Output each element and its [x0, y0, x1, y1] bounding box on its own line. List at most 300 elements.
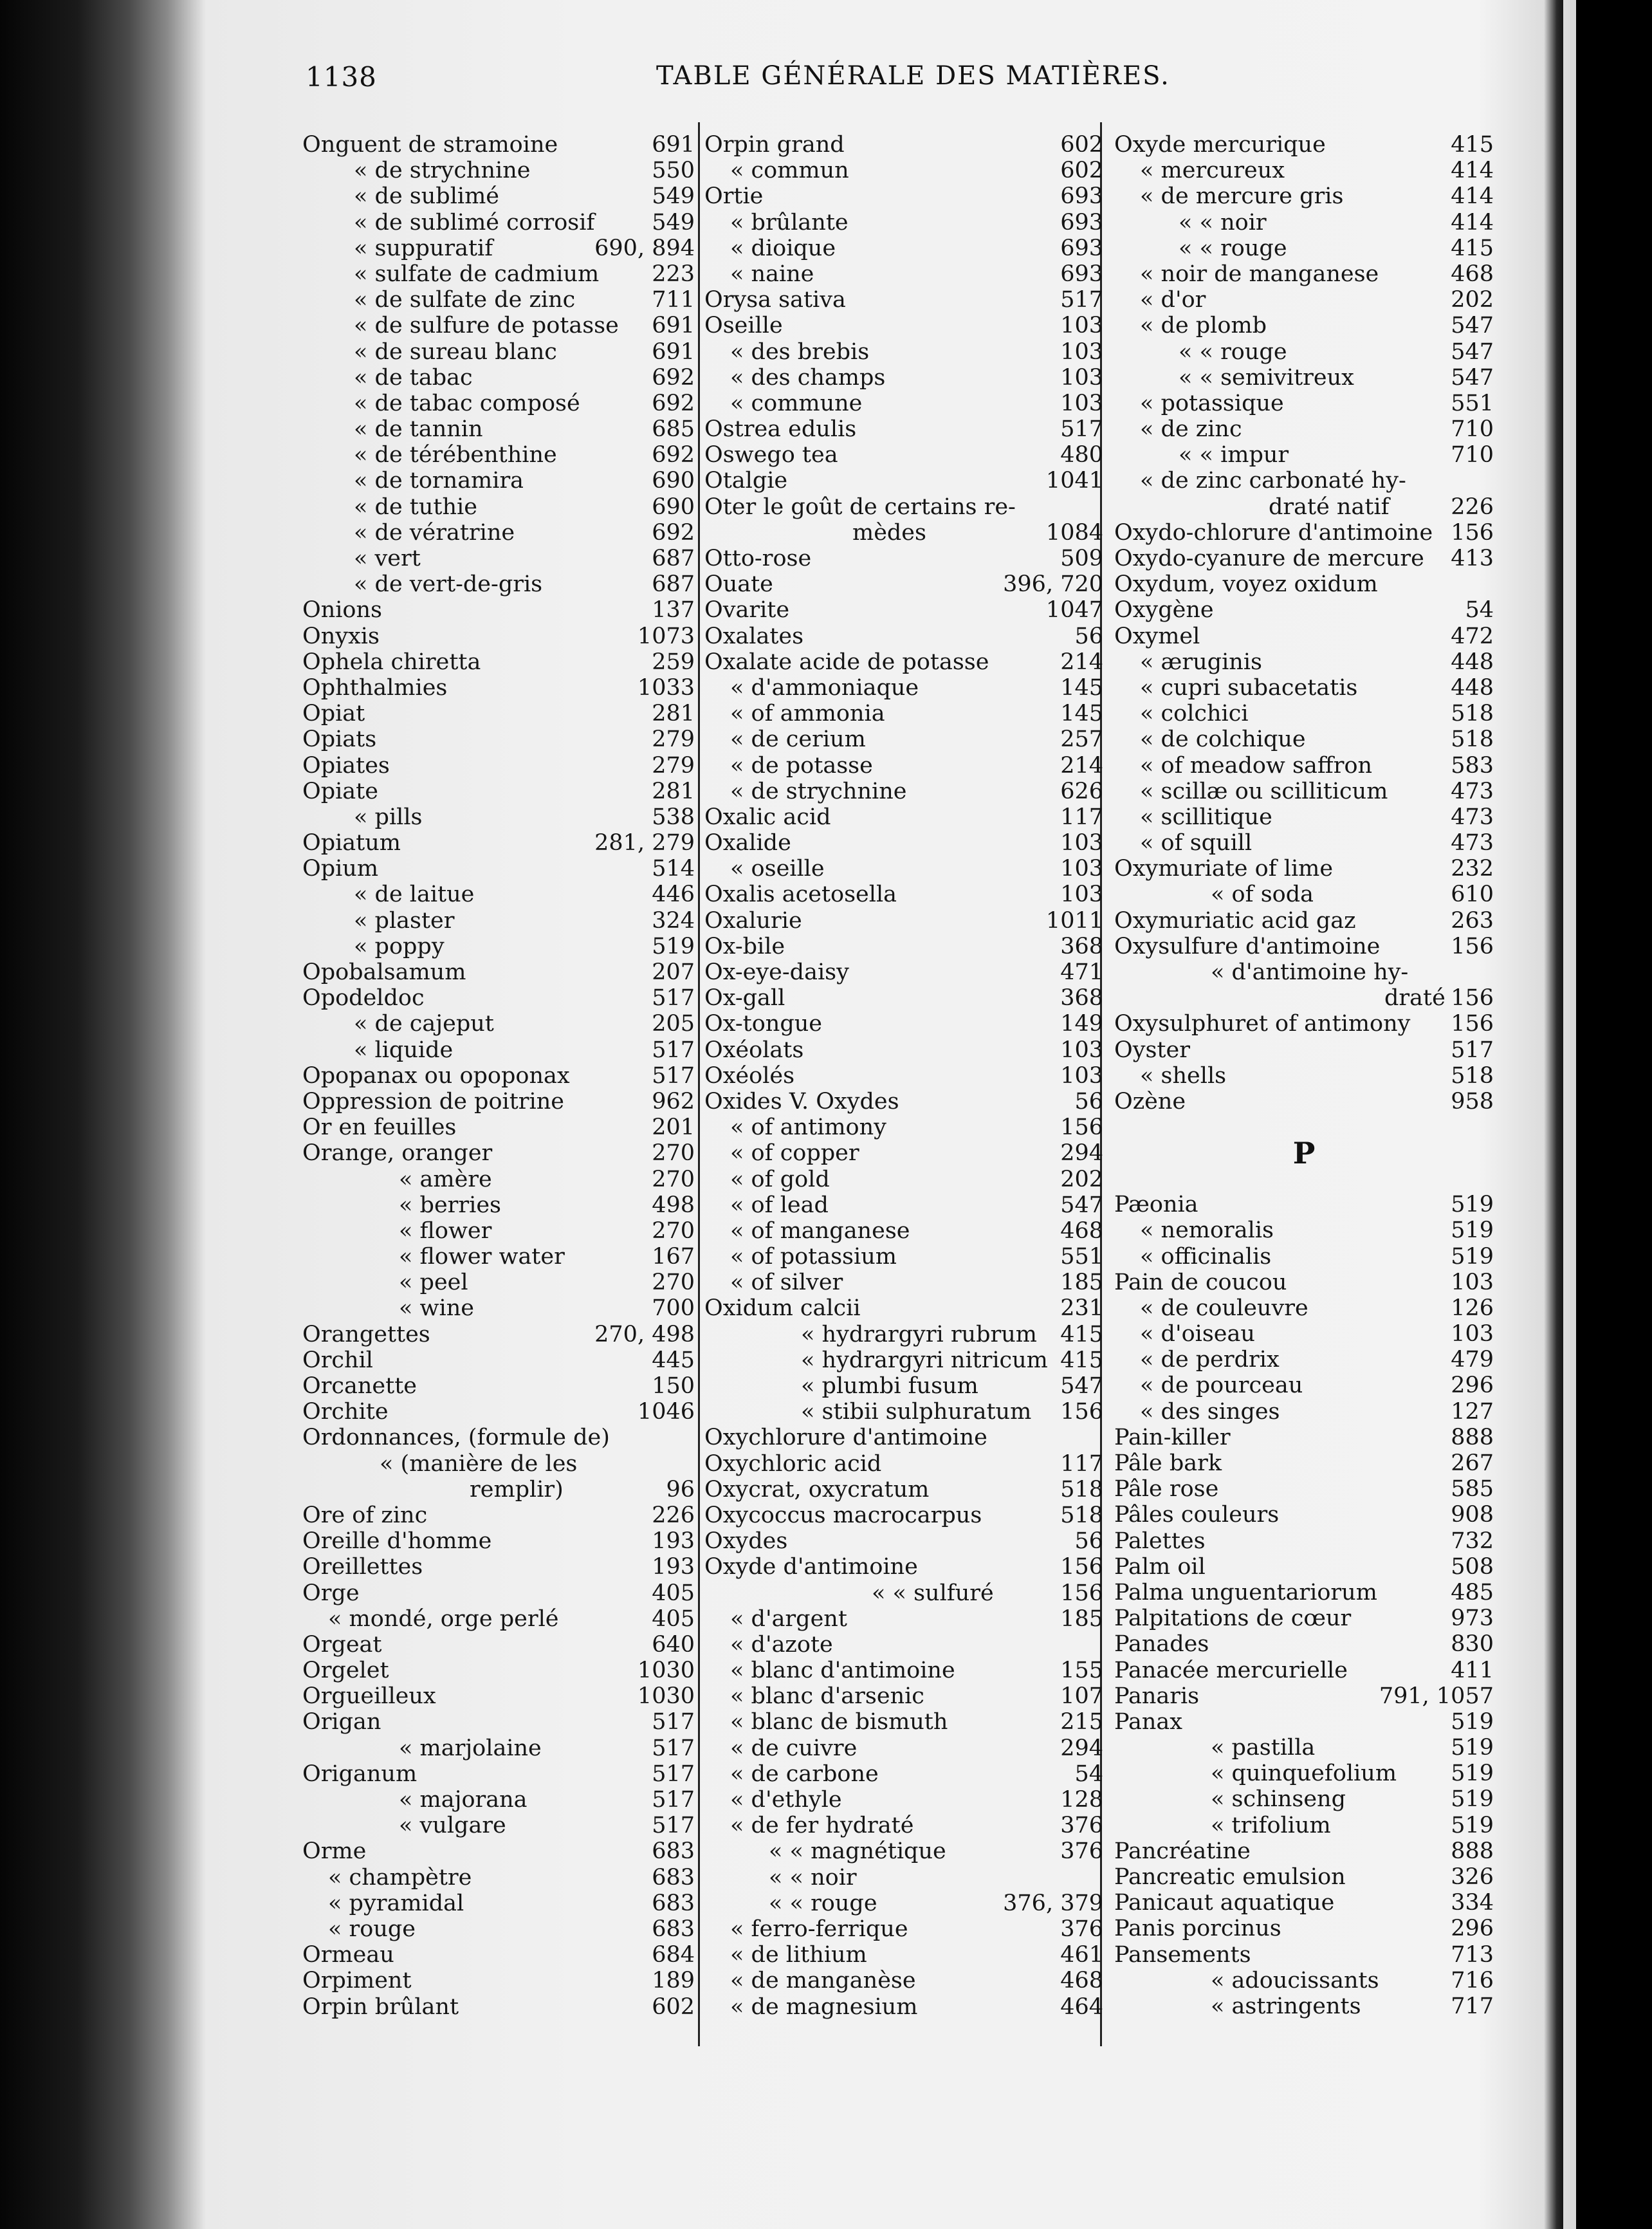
page-reference: 405: [652, 1605, 695, 1632]
page-reference: 690: [652, 494, 695, 520]
index-entry: [1114, 1968, 1494, 1993]
index-entry: [1114, 1761, 1494, 1786]
index-term: « of squill: [1140, 830, 1253, 856]
page-reference: 716: [1451, 1967, 1494, 1993]
page-reference: 156: [1451, 933, 1494, 959]
index-entry: [1114, 985, 1494, 1011]
page-reference: 518: [1451, 701, 1494, 727]
index-term: Oxychlorure d'antimoine: [704, 1425, 987, 1451]
index-entry: [1114, 753, 1494, 779]
index-entry: [302, 571, 695, 597]
index-entry: [302, 1968, 695, 1993]
index-entry: [704, 1503, 1103, 1528]
index-entry: [302, 1114, 695, 1140]
page-reference: 155: [1060, 1658, 1103, 1684]
index-term: Otalgie: [704, 468, 788, 494]
index-entry: [302, 779, 695, 804]
index-entry: [704, 675, 1103, 701]
index-term: « (manière de les: [380, 1450, 578, 1477]
index-entry: [1114, 1217, 1494, 1243]
index-term: « des singes: [1140, 1398, 1280, 1425]
index-term: « marjolaine: [399, 1735, 542, 1761]
index-entry: [1114, 1709, 1494, 1735]
index-entry: [704, 1916, 1103, 1942]
index-term: Opopanax ou opoponax: [302, 1062, 570, 1089]
index-term: Pain-killer: [1114, 1424, 1231, 1450]
index-entry: [704, 1089, 1103, 1114]
index-term: « mondé, orge perlé: [328, 1605, 559, 1632]
page-reference: 257: [1060, 726, 1103, 753]
page-reference: 549: [652, 183, 695, 210]
index-entry: [704, 804, 1103, 830]
index-term: Opiat: [302, 701, 365, 727]
index-entry: [1114, 1063, 1494, 1089]
page-reference: 156: [1060, 1554, 1103, 1580]
index-term: « liquide: [354, 1037, 454, 1063]
index-entry: [704, 1114, 1103, 1140]
page-reference: 830: [1451, 1631, 1494, 1658]
index-term: « de vératrine: [354, 519, 515, 546]
index-entry: [1114, 158, 1494, 183]
page-reference: 413: [1451, 546, 1494, 571]
index-entry: [302, 442, 695, 468]
page-reference: 585: [1451, 1476, 1494, 1503]
page-reference: 717: [1451, 1993, 1494, 2019]
index-entry: [704, 1968, 1103, 1993]
page-reference: 324: [652, 907, 695, 934]
index-entry: [1114, 726, 1494, 752]
index-entry: [302, 624, 695, 649]
page-reference: 156: [1060, 1580, 1103, 1606]
page-reference: 294: [1060, 1735, 1103, 1761]
index-term: Ophela chiretta: [302, 649, 481, 675]
page-reference: 156: [1451, 519, 1494, 546]
index-entry: [1114, 1347, 1494, 1373]
page-reference: 517: [652, 1761, 695, 1787]
index-entry: [1114, 210, 1494, 236]
index-term: Pain de coucou: [1114, 1269, 1287, 1295]
page-reference: 547: [1060, 1192, 1103, 1218]
page-reference: 54: [1465, 597, 1494, 624]
index-term: « de mercure gris: [1140, 183, 1344, 210]
index-term: Oxydes: [704, 1528, 788, 1555]
index-term: Oxymuriatic acid gaz: [1114, 907, 1356, 934]
page-reference: 602: [1060, 132, 1103, 158]
index-entry: [1114, 365, 1494, 391]
page-reference: 267: [1451, 1450, 1494, 1476]
index-entry: [704, 701, 1103, 726]
index-term: Oxydo-cyanure de mercure: [1114, 546, 1424, 571]
page-reference: 1011: [1045, 907, 1103, 934]
index-column-2: [704, 132, 1103, 2075]
index-term: Ore of zinc: [302, 1502, 428, 1528]
page-reference: 232: [1451, 856, 1494, 882]
index-entry: [1114, 494, 1494, 520]
index-entry: [704, 210, 1103, 236]
page-reference: 518: [1060, 1502, 1103, 1528]
index-term: draté natif: [1269, 494, 1390, 520]
index-term: « colchici: [1140, 701, 1249, 727]
index-term: Orangettes: [302, 1321, 430, 1347]
index-entry: [704, 442, 1103, 468]
index-term: « de tuthie: [354, 494, 477, 520]
index-entry: [704, 339, 1103, 365]
index-term: « potassique: [1140, 390, 1284, 416]
page-reference: 461: [1060, 1942, 1103, 1968]
index-term: Ovarite: [704, 597, 790, 624]
page-reference: 683: [652, 1838, 695, 1865]
page-reference: 103: [1060, 882, 1103, 908]
page-reference: 279: [652, 726, 695, 753]
page-reference: 693: [1060, 235, 1103, 261]
index-term: Or en feuilles: [302, 1114, 457, 1141]
page-reference: 103: [1060, 390, 1103, 416]
index-term: « blanc d'antimoine: [730, 1658, 955, 1684]
index-entry: [704, 1011, 1103, 1037]
index-entry: [704, 934, 1103, 959]
index-entry: [1114, 1993, 1494, 2019]
index-entry: [302, 391, 695, 416]
index-entry: [1114, 856, 1494, 882]
index-term: Oxalic acid: [704, 804, 831, 830]
page-reference: 514: [652, 856, 695, 882]
index-entry: [302, 1140, 695, 1166]
page-reference: 103: [1451, 1321, 1494, 1347]
index-entry: [1114, 442, 1494, 468]
page-reference: 270: [652, 1140, 695, 1167]
page-reference: 519: [1451, 1761, 1494, 1787]
index-term: « cupri subacetatis: [1140, 674, 1358, 701]
page-reference: 691: [652, 338, 695, 365]
index-term: Orgelet: [302, 1658, 389, 1684]
index-term: Oxysulphuret of antimony: [1114, 1011, 1411, 1037]
page-reference: 1030: [637, 1683, 695, 1710]
index-entry: [704, 520, 1103, 546]
index-entry: [302, 1477, 695, 1503]
page-reference: 549: [652, 209, 695, 236]
page-reference: 107: [1060, 1683, 1103, 1710]
index-entry: [704, 313, 1103, 338]
page-reference: 464: [1060, 1993, 1103, 2020]
index-term: « of meadow saffron: [1140, 752, 1373, 779]
page-reference: 519: [1451, 1243, 1494, 1270]
index-entry: [704, 132, 1103, 158]
page-reference: 415: [1451, 132, 1494, 158]
index-entry: [302, 183, 695, 209]
index-entry: [1114, 546, 1494, 571]
index-entry: [704, 1218, 1103, 1244]
index-term: Orpiment: [302, 1968, 412, 1994]
page-reference: 263: [1451, 907, 1494, 934]
page-reference: 411: [1451, 1657, 1494, 1683]
page-reference: 96: [666, 1476, 695, 1503]
index-term: « « magnétique: [769, 1838, 946, 1865]
page-reference: 226: [652, 1502, 695, 1528]
page-reference: 137: [652, 597, 695, 624]
index-entry: [1114, 830, 1494, 856]
index-entry: [704, 1270, 1103, 1295]
index-term: « suppuratif: [354, 235, 493, 261]
index-term: « d'oiseau: [1140, 1321, 1255, 1347]
index-entry: [1114, 1244, 1494, 1270]
index-term: « hydrargyri rubrum: [801, 1321, 1037, 1347]
section-letter: P: [1292, 1136, 1316, 1171]
index-term: « poppy: [354, 933, 445, 959]
index-entry: [1114, 804, 1494, 830]
index-term: « blanc de bismuth: [730, 1709, 948, 1735]
page-reference: 376: [1060, 1813, 1103, 1839]
page-reference: 479: [1451, 1347, 1494, 1373]
index-entry: [302, 1063, 695, 1089]
page-reference: 296: [1451, 1916, 1494, 1942]
index-term: « des brebis: [730, 338, 870, 365]
page-reference: 640: [652, 1631, 695, 1658]
index-term: « de sublimé corrosif: [354, 209, 595, 236]
page-reference: 1047: [1045, 597, 1103, 624]
index-entry: [302, 1606, 695, 1632]
page-reference: 962: [652, 1088, 695, 1114]
index-term: « brûlante: [730, 209, 849, 236]
index-entry: [1114, 1605, 1494, 1631]
index-term: Onions: [302, 597, 383, 624]
page-reference: 214: [1060, 752, 1103, 779]
index-entry: [704, 158, 1103, 183]
page-reference: 126: [1451, 1295, 1494, 1321]
index-entry: [704, 1192, 1103, 1218]
index-entry: [704, 1813, 1103, 1838]
index-term: « de sureau blanc: [354, 338, 557, 365]
index-term: Opobalsamum: [302, 959, 466, 985]
index-entry: [1114, 1295, 1494, 1321]
index-term: Orpin brûlant: [302, 1993, 459, 2020]
page-reference: 710: [1451, 442, 1494, 468]
index-term: « d'or: [1140, 287, 1206, 313]
index-term: « of potassium: [730, 1244, 897, 1270]
index-term: « de cerium: [730, 726, 866, 753]
page-reference: 693: [1060, 183, 1103, 210]
index-entry: [704, 1761, 1103, 1787]
index-entry: [704, 779, 1103, 804]
index-entry: [704, 856, 1103, 882]
page-reference: 685: [652, 416, 695, 443]
index-term: « sulfate de cadmium: [354, 261, 600, 287]
index-entry: [1114, 1916, 1494, 1941]
index-entry: [302, 856, 695, 882]
page-reference: 368: [1060, 985, 1103, 1012]
index-term: « « rouge: [1179, 235, 1287, 261]
index-term: draté: [1384, 985, 1446, 1012]
index-entry: [302, 882, 695, 907]
page-reference: 583: [1451, 752, 1494, 779]
index-term: Oxalide: [704, 830, 791, 856]
index-entry: [1114, 1089, 1494, 1114]
index-term: Oseille: [704, 313, 783, 339]
page-reference: 690, 894: [594, 235, 695, 261]
page-reference: 683: [652, 1916, 695, 1942]
index-term: « de térébenthine: [354, 442, 557, 468]
page-reference: 687: [652, 571, 695, 598]
index-entry: [704, 1477, 1103, 1503]
index-entry: [1114, 1838, 1494, 1864]
index-term: « de cajeput: [354, 1011, 494, 1037]
index-term: Opodeldoc: [302, 985, 425, 1012]
page-number: 1138: [306, 61, 377, 93]
page-reference: 270: [652, 1217, 695, 1244]
page-reference: 519: [1451, 1192, 1494, 1218]
index-entry: [704, 959, 1103, 985]
page-reference: 56: [1074, 1088, 1103, 1114]
index-entry: [302, 494, 695, 520]
index-term: « pastilla: [1211, 1735, 1316, 1761]
page-reference: 473: [1451, 804, 1494, 830]
index-entry: [302, 1528, 695, 1554]
page-reference: 468: [1451, 261, 1494, 287]
page-reference: 334: [1451, 1890, 1494, 1916]
index-term: « noir de manganese: [1140, 261, 1379, 287]
index-term: Ostrea edulis: [704, 416, 857, 443]
page-reference: 973: [1451, 1605, 1494, 1632]
page-reference: 690: [652, 468, 695, 494]
page-reference: 214: [1060, 649, 1103, 675]
index-entry: [704, 571, 1103, 597]
index-entry: [704, 1063, 1103, 1089]
index-term: « officinalis: [1140, 1243, 1272, 1270]
index-term: Oxalates: [704, 623, 804, 649]
page-reference: 691: [652, 313, 695, 339]
index-term: « de tornamira: [354, 468, 524, 494]
index-entry: [302, 468, 695, 494]
index-entry: [302, 158, 695, 183]
page-reference: 610: [1451, 882, 1494, 908]
index-entry: [704, 1865, 1103, 1891]
page-reference: 117: [1060, 804, 1103, 830]
page-reference: 446: [652, 882, 695, 908]
page-reference: 713: [1451, 1941, 1494, 1968]
index-entry: [302, 1399, 695, 1425]
page-reference: 185: [1060, 1605, 1103, 1632]
index-term: « « noir: [1179, 209, 1267, 236]
index-entry: [302, 1554, 695, 1580]
index-term: « commun: [730, 158, 849, 184]
index-term: « de strychnine: [730, 778, 907, 804]
index-entry: [302, 546, 695, 571]
index-term: « d'ethyle: [730, 1787, 842, 1813]
index-entry: [704, 830, 1103, 856]
index-entry: [704, 546, 1103, 571]
index-term: « « sulfuré: [872, 1580, 994, 1606]
index-entry: [302, 1761, 695, 1787]
index-term: Panis porcinus: [1114, 1916, 1281, 1942]
index-entry: [302, 1580, 695, 1606]
index-term: « de tabac composé: [354, 390, 580, 416]
page-reference: 54: [1074, 1761, 1103, 1787]
index-entry: [704, 753, 1103, 779]
index-term: « champètre: [328, 1864, 472, 1891]
page-reference: 602: [1060, 158, 1103, 184]
index-column-1: [302, 132, 695, 2075]
index-term: Oxymel: [1114, 623, 1200, 649]
index-term: « « semivitreux: [1179, 364, 1354, 391]
index-term: Oxyde mercurique: [1114, 132, 1326, 158]
index-entry: [704, 236, 1103, 261]
index-entry: [302, 934, 695, 959]
index-entry: [1114, 908, 1494, 934]
index-entry: [1114, 959, 1494, 985]
index-entry: [302, 1709, 695, 1735]
page-reference: 551: [1060, 1244, 1103, 1270]
index-term: Orchil: [302, 1347, 373, 1373]
index-term: « of silver: [730, 1270, 843, 1296]
index-term: Oxides V. Oxydes: [704, 1088, 899, 1114]
index-entry: [302, 1865, 695, 1891]
index-term: Oxycrat, oxycratum: [704, 1476, 930, 1503]
index-entry: [1114, 287, 1494, 313]
page-reference: 296: [1451, 1373, 1494, 1399]
page-reference: 692: [652, 364, 695, 391]
index-entry: [704, 1554, 1103, 1580]
index-term: « adoucissants: [1211, 1967, 1379, 1993]
index-entry: [1114, 416, 1494, 442]
page-reference: 517: [652, 1037, 695, 1063]
index-entry: [1114, 1864, 1494, 1890]
index-term: Pâle rose: [1114, 1476, 1219, 1503]
page-reference: 281: [652, 778, 695, 804]
page-reference: 519: [1451, 1708, 1494, 1735]
page-reference: 231: [1060, 1295, 1103, 1322]
page-reference: 128: [1060, 1787, 1103, 1813]
index-term: Oreille d'homme: [302, 1528, 492, 1555]
index-entry: [704, 1891, 1103, 1916]
index-term: Pâles couleurs: [1114, 1502, 1280, 1528]
index-term: « stibii sulphuratum: [801, 1399, 1032, 1425]
index-entry: [704, 1322, 1103, 1347]
index-term: « plumbi fusum: [801, 1373, 978, 1399]
index-term: Orcanette: [302, 1373, 417, 1399]
index-term: « « impur: [1179, 442, 1289, 468]
page-reference: 517: [1060, 416, 1103, 443]
page-reference: 270: [652, 1166, 695, 1192]
index-entry: [1114, 1683, 1494, 1709]
page-reference: 103: [1060, 830, 1103, 856]
index-columns: [302, 132, 1492, 2075]
index-entry: [302, 261, 695, 287]
index-term: Orge: [302, 1580, 360, 1606]
index-term: Oxydum, voyez oxidum: [1114, 571, 1378, 598]
index-term: « plaster: [354, 907, 455, 934]
index-entry: [1114, 1373, 1494, 1398]
index-term: « oseille: [730, 856, 825, 882]
index-term: « de perdrix: [1140, 1347, 1280, 1373]
index-term: Otto-rose: [704, 546, 812, 571]
page-reference: 368: [1060, 933, 1103, 959]
page-reference: 1033: [637, 674, 695, 701]
page-reference: 1030: [637, 1658, 695, 1684]
index-term: Pansements: [1114, 1941, 1251, 1968]
index-term: Palettes: [1114, 1528, 1206, 1554]
index-entry: [302, 210, 695, 236]
index-term: « de fer hydraté: [730, 1813, 914, 1839]
page-reference: 56: [1074, 623, 1103, 649]
index-entry: [1114, 520, 1494, 546]
index-entry: [704, 726, 1103, 752]
page-reference: 888: [1451, 1838, 1494, 1864]
index-entry: [704, 494, 1103, 520]
page-reference: 472: [1451, 623, 1494, 649]
index-term: Pâle bark: [1114, 1450, 1222, 1476]
index-entry: [302, 726, 695, 752]
page-reference: 193: [652, 1528, 695, 1555]
page-reference: 270, 498: [594, 1321, 695, 1347]
